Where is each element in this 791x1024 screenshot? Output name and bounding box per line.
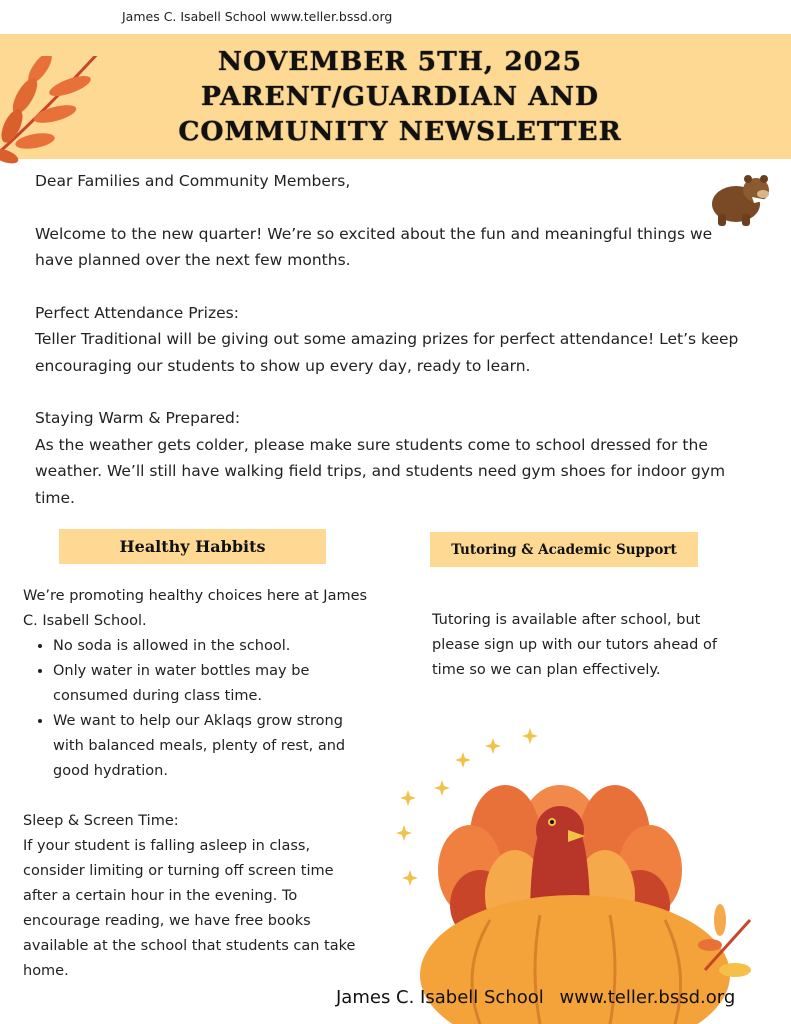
school-header-line: James C. Isabell School www.teller.bssd.org [122, 9, 393, 24]
healthy-intro: We’re promoting healthy choices here at James C. Isabell School. [23, 588, 368, 629]
attendance-paragraph: Teller Traditional will be giving out some amazing prizes for perfect attendance! Let’s keep encouraging our students to show up every day, ready to learn. [35, 330, 739, 375]
warm-heading: Staying Warm & Prepared: [35, 409, 241, 427]
footer [336, 987, 735, 1008]
tutoring-paragraph: Tutoring is available after school, but please sign up with our tutors ahead of time so we can plan effectively. [432, 612, 717, 678]
autumn-leaf-icon [0, 56, 110, 171]
list-item: • No soda is allowed in the school. [53, 634, 368, 659]
sleep-paragraph: If your student is falling asleep in class, consider limiting or turning off screen time after a certain hour in the evening. To encourage reading, we have free books available at the school that students can take home. [23, 838, 356, 979]
title-banner [0, 34, 791, 159]
letter-body [35, 168, 755, 511]
list-item: • We want to help our Aklaqs grow strong with balanced meals, plenty of rest, and good hydration. [53, 709, 368, 784]
warm-paragraph: As the weather gets colder, please make sure students come to school dressed for the weather. We’ll still have walking field trips, and students need gym shoes for indoor gym time. [35, 435, 726, 507]
attendance-heading: Perfect Attendance Prizes: [35, 303, 239, 322]
healthy-habits-section [23, 584, 368, 984]
sleep-heading: Sleep & Screen Time: [23, 813, 179, 829]
tutoring-section [432, 608, 742, 683]
footer-url[interactable]: www.teller.bssd.org [559, 987, 736, 1008]
healthy-habits-heading: Healthy Habbits [59, 529, 326, 564]
newsletter-title [120, 44, 680, 149]
list-item: • Only water in water bottles may be consumed during class time. [53, 659, 368, 709]
title-date: NOVEMBER 5TH, 2025 [217, 46, 583, 77]
title-line-2: PARENT/GUARDIAN AND [200, 81, 600, 112]
footer-school: James C. Isabell School [336, 987, 544, 1008]
title-line-3: COMMUNITY NEWSLETTER [178, 116, 622, 147]
turkey-pumpkin-illustration [380, 720, 770, 1024]
greeting: Dear Families and Community Members, [35, 172, 351, 190]
healthy-list [23, 634, 368, 784]
welcome-paragraph: Welcome to the new quarter! We’re so excited about the fun and meaningful things we have planned over the next few months. [35, 224, 713, 269]
tutoring-heading: Tutoring & Academic Support [430, 532, 698, 567]
